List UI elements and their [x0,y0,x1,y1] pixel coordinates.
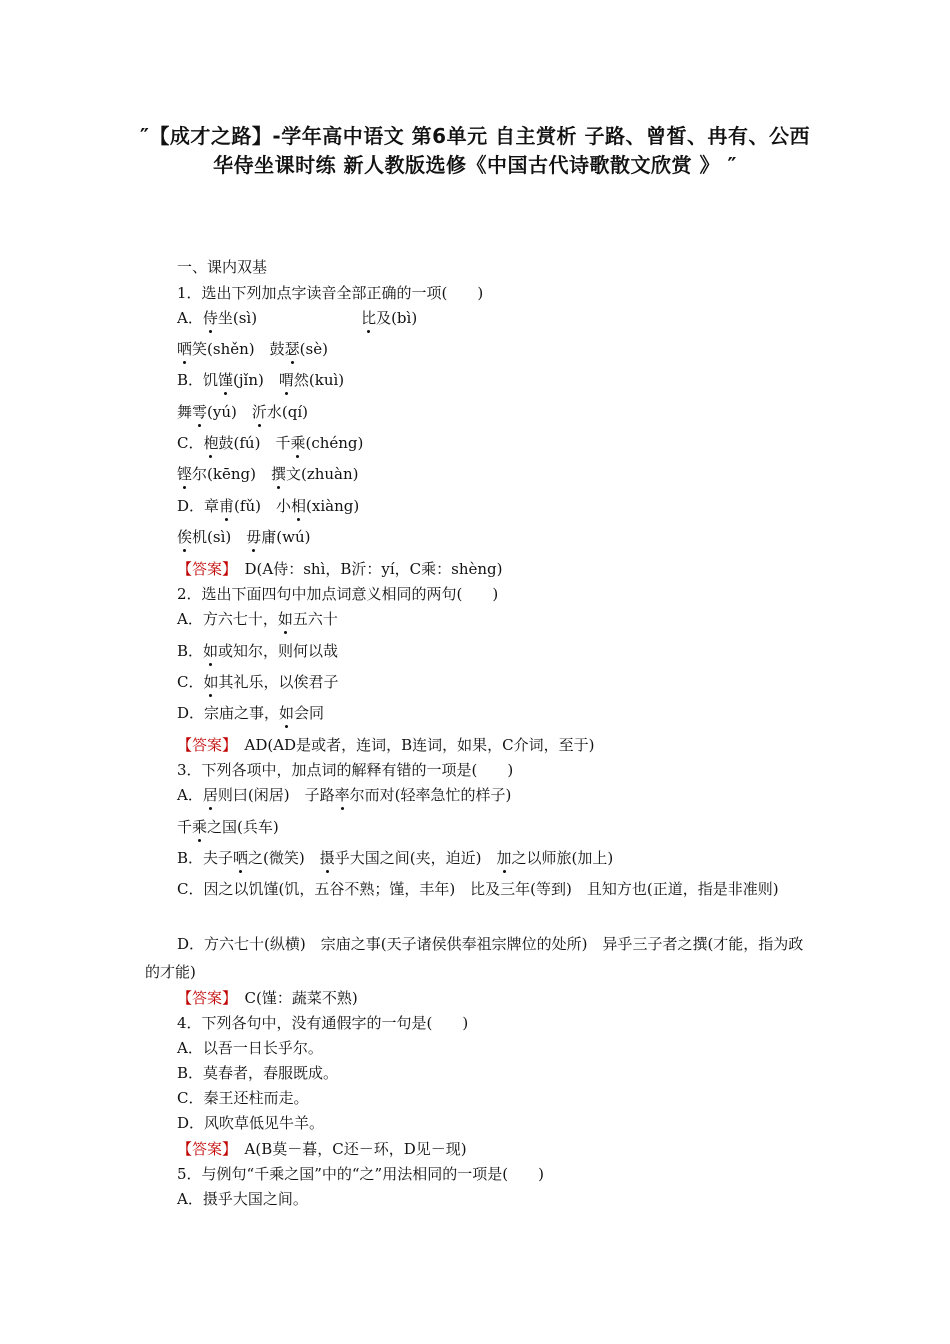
question-2-stem: 2．选出下面四句中加点词意义相同的两句( ) [177,585,499,603]
q1-option-c-line1: C．枹鼓(fú) 千乘(chéng) [177,434,364,452]
q2-option-b: B．如或知尔，则何以哉 [177,642,339,660]
q1-answer: 【答案】 D(A侍：shì，B沂：yí，C乘：shèng) [177,560,503,578]
q1-option-b-line1: B．饥馑(jǐn) 喟然(kuì) [177,371,345,389]
q1-option-b-line2: 舞雩(yú) 沂水(qí) [177,403,309,421]
q4-option-d: D．风吹草低见牛羊。 [177,1114,325,1132]
question-1-stem: 1．选出下列加点字读音全部正确的一项( ) [177,284,484,302]
question-3-stem: 3．下列各项中，加点词的解释有错的一项是( ) [177,761,514,779]
q4-option-c: C．秦王还柱而走。 [177,1089,309,1107]
question-5-stem: 5．与例句“千乘之国”中的“之”用法相同的一项是( ) [177,1165,544,1183]
q1-option-a-line2: 哂笑(shěn) 鼓瑟(sè) [177,340,328,358]
q2-option-d: D．宗庙之事，如会同 [177,704,325,722]
section-heading: 一、课内双基 [177,258,268,276]
q3-answer: 【答案】 C(馑：蔬菜不熟) [177,989,358,1007]
q2-answer: 【答案】 AD(AD是或者，连词，B连词，如果，C介词，至于) [177,736,595,754]
q3-option-c: C．因之以饥馑(饥，五谷不熟；馑，丰年) 比及三年(等到) 且知方也(正道，指是非准则) [177,880,779,898]
q5-option-a: A．摄乎大国之间。 [177,1190,308,1208]
q4-answer: 【答案】 A(B莫－暮，C还－环，D见－现) [177,1140,467,1158]
q3-option-b: B．夫子哂之(微笑) 摄乎大国之间(夹，迫近) 加之以师旅(加上) [177,849,614,867]
q2-option-a: A．方六七十，如五六十 [177,610,338,628]
q4-option-a: A．以吾一日长乎尔。 [177,1039,323,1057]
q2-option-c: C．如其礼乐，以俟君子 [177,673,339,691]
q1-option-d-line2: 俟机(sì) 毋庸(wú) [177,528,311,546]
q1-option-c-line2: 铿尔(kēng) 撰文(zhuàn) [177,465,359,483]
q3-option-d: D．方六七十(纵横) 宗庙之事(天子诸侯供奉祖宗牌位的处所) 异乎三子者之撰(才能，指为政的才能) [145,935,804,981]
question-4-stem: 4．下列各句中，没有通假字的一句是( ) [177,1014,469,1032]
answer-tag: 【答案】 [177,736,230,754]
q3-option-a-line2: 千乘之国(兵车) [177,818,279,836]
document-title: ″【成才之路】-学年高中语文 第6单元 自主赏析 子路、曾皙、冉有、公西华侍坐课时练 新人教版选修《中国古代诗歌散文欣赏 》 ″ [139,124,811,177]
answer-tag: 【答案】 [177,989,230,1007]
answer-tag: 【答案】 [177,1140,230,1158]
answer-tag: 【答案】 [177,560,230,578]
q1-option-d-line1: D．章甫(fǔ) 小相(xiàng) [177,497,360,515]
q3-option-a-line1: A．居则曰(闲居) 子路率尔而对(轻率急忙的样子) [177,786,512,804]
q4-option-b: B．莫春者，春服既成。 [177,1064,339,1082]
q1-option-a-line1: A．侍坐(sì) 比及(bì) [177,309,418,327]
